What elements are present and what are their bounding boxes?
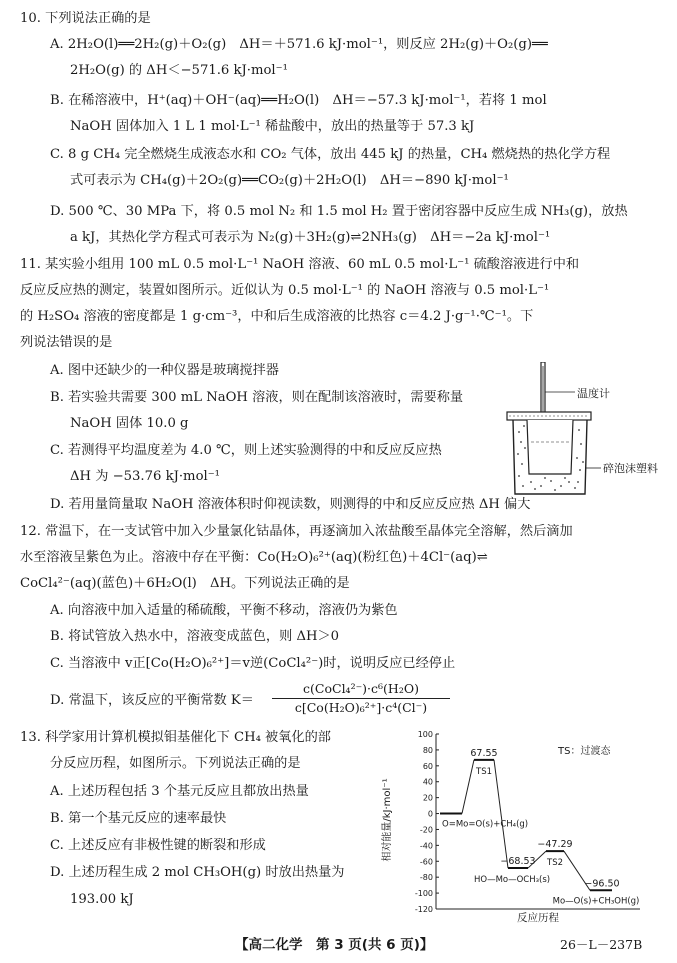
q11-stem-line1: 11. 某实验小组用 100 mL 0.5 mol·L⁻¹ NaOH 溶液、60 mL 0.5 mol·L⁻¹ 硫酸溶液进行中和: [20, 257, 580, 272]
q12-stem-line3: CoCl₄²⁻(aq)(蓝色)＋6H₂O(l) ΔH。下列说法正确的是: [20, 576, 350, 591]
q10-option-c-line1: C. 8 g CH₄ 完全燃烧生成液态水和 CO₂ 气体，放出 445 kJ 的热量，CH₄ 燃烧热的热化学方程: [50, 147, 611, 162]
q10-option-a-line2: 2H₂O(g) 的 ΔH＜−571.6 kJ·mol⁻¹: [70, 63, 288, 78]
q12-option-d-prefix: D. 常温下，该反应的平衡常数 K＝: [50, 693, 254, 708]
y-tick-label: 20: [422, 793, 433, 803]
q12-option-c: C. 当溶液中 v正[Co(H₂O)₆²⁺]＝v逆(CoCl₄²⁻)时，说明反应已经停止: [50, 656, 456, 671]
y-axis-label: 相对能量/kJ·mol⁻¹: [382, 778, 393, 862]
profile-connector: [462, 760, 474, 814]
q13-stem-line2: 分反应历程，如图所示。下列说法正确的是: [50, 756, 301, 771]
y-tick-label: -40: [419, 841, 433, 851]
q10-stem: 10. 下列说法正确的是: [20, 11, 151, 26]
q13-stem-line1: 13. 科学家用计算机模拟钼基催化下 CH₄ 被氧化的部: [20, 730, 331, 745]
y-tick-label: 80: [422, 745, 433, 755]
energy-level-label: TS2: [547, 858, 563, 869]
q12-stem-line2: 水至溶液呈紫色为止。溶液中存在平衡：Co(H₂O)₆²⁺(aq)(粉红色)＋4Cl⁻(aq)⇌: [20, 550, 488, 565]
y-tick-label: -60: [419, 857, 433, 867]
q11-option-d: D. 若用量筒量取 NaOH 溶液体积时仰视读数，则测得的中和反应反应热 ΔH 偏大: [50, 497, 531, 512]
energy-value-label: −47.29: [537, 839, 573, 851]
fraction-denominator: c[Co(H₂O)₆²⁺]·c⁴(Cl⁻): [294, 700, 428, 715]
q12-option-b: B. 将试管放入热水中，溶液变成蓝色，则 ΔH＞0: [50, 629, 340, 644]
y-tick-label: -100: [414, 889, 433, 899]
y-tick-label: -20: [419, 825, 433, 835]
q10-option-a-line1: A. 2H₂O(l)══2H₂(g)＋O₂(g) ΔH＝＋571.6 kJ·mol⁻¹，则反应 2H₂(g)＋O₂(g)══: [50, 37, 548, 52]
ts-legend-note: TS：过渡态: [558, 746, 611, 757]
energy-level-label: Mo—O(s)+CH₃OH(g): [552, 896, 640, 907]
inner-beaker: [527, 420, 573, 474]
q13-option-a: A. 上述历程包括 3 个基元反应且都放出热量: [50, 784, 309, 799]
y-tick-label: 100: [417, 730, 433, 739]
y-tick-label: -120: [414, 905, 433, 914]
q13-option-c: C. 上述反应有非极性键的断裂和形成: [50, 838, 266, 853]
y-tick-label: 60: [422, 761, 433, 771]
q11-stem-line2: 反应反应热的测定，装置如图所示。近似认为 0.5 mol·L⁻¹ 的 NaOH 溶液与 0.5 mol·L⁻¹: [20, 283, 550, 298]
q13-option-d-line2: 193.00 kJ: [70, 892, 134, 907]
calorimeter-figure: [505, 362, 665, 502]
q11-option-c-line1: C. 若测得平均温度差为 4.0 ℃，则上述实验测得的中和反应反应热: [50, 443, 442, 458]
q10-option-d-line2: a kJ，其热化学方程式可表示为 N₂(g)＋3H₂(g)⇌2NH₃(g) ΔH＝−2a kJ·mol⁻¹: [70, 230, 551, 245]
q13-option-d-line1: D. 上述历程生成 2 mol CH₃OH(g) 时放出热量为: [50, 865, 345, 880]
energy-level-label: O=Mo=O(s)+CH₄(g): [442, 819, 529, 830]
thermometer-label: 温度计: [577, 387, 610, 400]
q11-option-b-line2: NaOH 固体 10.0 g: [70, 416, 189, 431]
q12-option-d-fraction: [272, 681, 450, 716]
page-footer-title: 【高二化学 第 3 页(共 6 页)】: [235, 937, 434, 953]
energy-value-label: 67.55: [470, 747, 498, 759]
paper-code: 26－L－237B: [560, 937, 643, 952]
x-axis-label: 反应历程: [517, 912, 559, 924]
q11-option-b-line1: B. 若实验共需要 300 mL NaOH 溶液，则在配制该溶液时，需要称量: [50, 390, 464, 405]
q11-option-c-line2: ΔH 为 −53.76 kJ·mol⁻¹: [70, 469, 220, 484]
q10-option-d-line1: D. 500 ℃、30 MPa 下，将 0.5 mol N₂ 和 1.5 mol H₂ 置于密闭容器中反应生成 NH₃(g)，放热: [50, 204, 628, 219]
y-tick-label: -80: [419, 873, 433, 883]
q12-option-a: A. 向溶液中加入适量的稀硫酸，平衡不移动，溶液仍为紫色: [50, 603, 398, 618]
q12-stem-line1: 12. 常温下，在一支试管中加入少量氯化钴晶体，再逐滴加入浓盐酸至晶体完全溶解，然后滴加: [20, 524, 573, 539]
q10-option-b-line1: B. 在稀溶液中，H⁺(aq)＋OH⁻(aq)══H₂O(l) ΔH＝−57.3 kJ·mol⁻¹，若将 1 mol: [50, 93, 547, 108]
q11-option-a: A. 图中还缺少的一种仪器是玻璃搅拌器: [50, 363, 279, 378]
q10-option-b-line2: NaOH 固体加入 1 L 1 mol·L⁻¹ 稀盐酸中，放出的热量等于 57.3 kJ: [70, 119, 475, 134]
y-tick-label: 40: [422, 777, 433, 787]
foam-label: 碎泡沫塑料: [603, 462, 658, 475]
energy-value-label: −96.50: [584, 878, 620, 890]
energy-profile-chart: [378, 728, 650, 924]
energy-level-label: HO—Mo—OCH₃(s): [474, 875, 551, 886]
y-tick-label: 0: [427, 809, 433, 819]
q11-stem-line3: 的 H₂SO₄ 溶液的密度都是 1 g·cm⁻³，中和后生成溶液的比热容 c＝4.2 J·g⁻¹·℃⁻¹。下: [20, 309, 534, 324]
q10-option-c-line2: 式可表示为 CH₄(g)＋2O₂(g)══CO₂(g)＋2H₂O(l) ΔH＝−890 kJ·mol⁻¹: [70, 173, 509, 188]
fraction-bar: [272, 698, 450, 699]
energy-value-label: −68.53: [500, 856, 536, 868]
fraction-numerator: c(CoCl₄²⁻)·c⁶(H₂O): [303, 681, 419, 696]
q13-option-b: B. 第一个基元反应的速率最快: [50, 811, 227, 826]
energy-level-label: TS1: [476, 766, 492, 777]
profile-connector: [494, 760, 508, 868]
q11-stem-line4: 列说法错误的是: [20, 335, 113, 350]
